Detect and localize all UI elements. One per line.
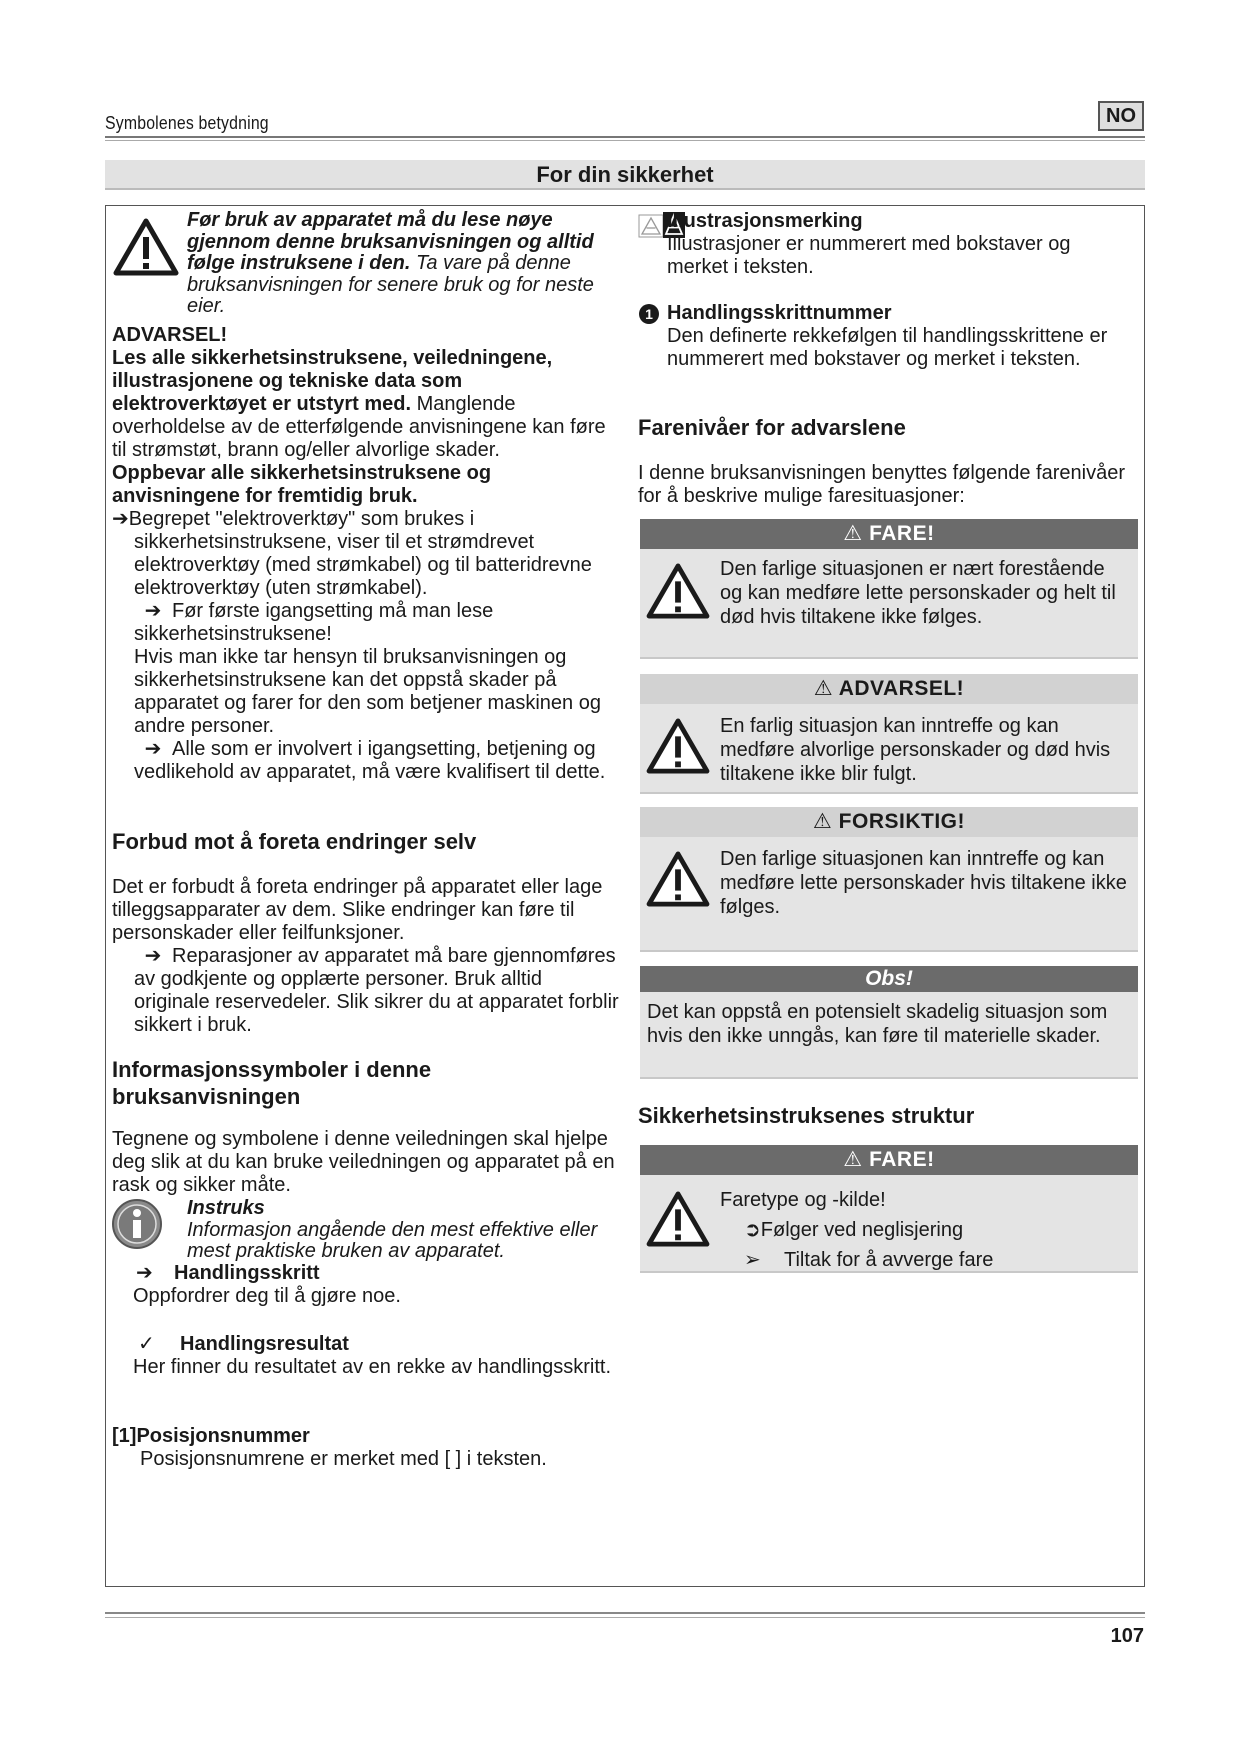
footer-rule-thin xyxy=(105,1617,1145,1618)
warning-small-icon: ⚠ xyxy=(843,1148,863,1171)
warning-small-icon: ⚠ xyxy=(813,810,833,833)
left-main-text xyxy=(112,324,622,784)
intro-bold: Før bruk av apparatet må du lese nøye gjennom denne bruksanvisningen og alltid følge instruksene i den. xyxy=(187,209,594,274)
step-number-icon xyxy=(638,303,660,325)
structure-lines xyxy=(720,1185,1130,1275)
handlingsnr-label: Handlingsskrittnummer xyxy=(667,302,892,324)
heading-forbud: Forbud mot å foreta endringer selv xyxy=(112,829,477,854)
header-rule xyxy=(105,136,1145,138)
consequence-paragraph: Hvis man ikke tar hensyn til bruksanvisningen og sikkerhetsinstruksene kan det oppstå skader på apparatet og farer for den som betjener maskinen og andre personer. xyxy=(134,646,601,737)
danger-box-header xyxy=(640,519,1138,549)
forbud-section xyxy=(112,876,622,1037)
bullet-qualified: Alle som er involvert i igangsetting, betjening og vedlikehold av apparatet, må være kvalifisert til dette. xyxy=(134,738,606,783)
header-rule-thin xyxy=(105,140,1145,141)
warning-triangle-icon xyxy=(646,718,710,774)
keep-instructions: Oppbevar alle sikkerhetsinstruksene og anvisningene for fremtidig bruk. xyxy=(112,462,492,507)
warning-box-header xyxy=(640,674,1138,704)
warning-box xyxy=(640,674,1138,794)
page-number: 107 xyxy=(1110,1625,1144,1647)
arrow-icon: ➔ xyxy=(136,1262,153,1284)
notice-text: Det kan oppstå en potensielt skadelig situasjon som hvis den ikke unngås, kan føre til materielle skader. xyxy=(647,1001,1108,1047)
arrow-icon: ➔ xyxy=(144,600,162,622)
warning-label: ADVARSEL! xyxy=(112,324,228,346)
caution-label: FORSIKTIG! xyxy=(838,810,965,833)
arrow-icon: ➔ xyxy=(144,945,162,967)
handlingsnr-text: Den definerte rekkefølgen til handlingsskrittene er nummerert med bokstaver og merket i teksten. xyxy=(667,325,1108,370)
handlingsnr-block xyxy=(667,302,1137,371)
heading-fareniva: Farenivåer for advarslene xyxy=(638,415,906,440)
handlingsresultat-label: Handlingsresultat xyxy=(180,1333,349,1355)
posisjon-label: [1]Posisjonsnummer xyxy=(112,1425,310,1447)
illustrasjon-block xyxy=(667,210,1137,279)
structure-box-header xyxy=(640,1145,1138,1175)
fareniva-text: I denne bruksanvisningen benyttes følgende farenivåer for å beskrive mulige faresituasjoner: xyxy=(638,462,1125,507)
handlingsskritt-label: Handlingsskritt xyxy=(174,1262,320,1284)
running-header: Symbolenes betydning xyxy=(105,113,269,133)
instruks-label: Instruks xyxy=(187,1197,265,1219)
arrow-icon: ➔ xyxy=(112,508,129,530)
measure-arrow-icon: ➢ xyxy=(744,1249,761,1271)
danger-text: Den farlige situasjonen er nært forestående og kan medføre lette personskader og helt til død hvis tiltakene ikke følges. xyxy=(720,558,1116,628)
caution-box xyxy=(640,807,1138,952)
structure-line-consequence: Følger ved neglisjering xyxy=(760,1219,964,1241)
warning-box-label: ADVARSEL! xyxy=(838,677,965,700)
caution-text: Den farlige situasjonen kan inntreffe og kan medføre lette personskader hvis tiltakene ikke følges. xyxy=(720,848,1127,918)
bullet-repairs: Reparasjoner av apparatet må bare gjennomføres av godkjente og opplærte personer. Bruk alltid originale reservedeler. Slik sikrer du at apparatet forblir sikkert i bruk. xyxy=(134,945,619,1036)
handlingsskritt-block xyxy=(133,1262,623,1308)
forbud-text: Det er forbudt å foreta endringer på apparatet eller lage tilleggsapparater av dem. Slike endringer kan føre til personskader eller feilfunksjoner. xyxy=(112,876,603,944)
illustrasjon-text: Illustrasjoner er nummerert med bokstaver og merket i teksten. xyxy=(667,233,1071,278)
page-title: For din sikkerhet xyxy=(105,160,1145,190)
intro-italic: Ta vare på denne bruksanvisningen for senere bruk og for neste eier. xyxy=(187,252,594,317)
arrow-icon: ➔ xyxy=(144,738,162,760)
instruks-block xyxy=(187,1198,607,1263)
warning-box-text: En farlig situasjon kan inntreffe og kan medføre alvorlige personskader og død hvis tiltakene ikke blir fulgt. xyxy=(720,715,1111,785)
notice-box xyxy=(640,966,1138,1079)
instruks-text: Informasjon angående den mest effektive eller mest praktiske bruken av apparatet. xyxy=(187,1218,598,1262)
posisjon-block xyxy=(112,1425,622,1471)
warning-triangle-icon xyxy=(646,563,710,619)
info-icon xyxy=(111,1198,163,1250)
notice-label: Obs! xyxy=(640,966,1138,992)
structure-line-measure: Tiltak for å avverge fare xyxy=(784,1249,994,1271)
warning-bold: Les alle sikkerhetsinstruksene, veiledningene, illustrasjonene og tekniske data som elektroverktøyet er utstyrt med. xyxy=(112,347,553,415)
intro-paragraph xyxy=(187,210,607,318)
warning-normal: Manglende overholdelse av de etterfølgende anvisningene kan føre til strømstøt, brann og/eller alvorlige skader. xyxy=(112,393,606,461)
illustration-letter-icon xyxy=(638,214,664,238)
posisjon-text: Posisjonsnumrene er merket med [ ] i teksten. xyxy=(140,1448,547,1470)
warning-triangle-icon xyxy=(646,1191,710,1247)
heading-struktur: Sikkerhetsinstruksenes struktur xyxy=(638,1103,975,1128)
bullet-definition: Begrepet "elektroverktøy" som brukes i sikkerhetsinstruksene, viser til et strømdrevet elektroverktøy (med strømkabel) og til batteridrevne elektroverktøy (uten strømkabel). xyxy=(128,508,592,599)
structure-example-box xyxy=(640,1145,1138,1273)
language-badge: NO xyxy=(1098,101,1144,131)
illustrasjon-label: Illustrasjonsmerking xyxy=(667,210,863,232)
handlingsresultat-block xyxy=(133,1333,623,1379)
warning-small-icon: ⚠ xyxy=(843,522,863,545)
danger-box xyxy=(640,519,1138,659)
warning-triangle-icon xyxy=(646,851,710,907)
danger-label: FARE! xyxy=(869,522,935,545)
handlingsskritt-text: Oppfordrer deg til å gjøre noe. xyxy=(133,1285,401,1307)
handlingsresultat-text: Her finner du resultatet av en rekke av handlingsskritt. xyxy=(133,1356,612,1378)
svg-text:1: 1 xyxy=(645,306,653,322)
heading-info-symbols: Informasjonssymboler i denne bruksanvisningen xyxy=(112,1057,432,1109)
structure-label: FARE! xyxy=(869,1148,935,1171)
footer-rule xyxy=(105,1612,1145,1614)
warning-small-icon: ⚠ xyxy=(813,677,834,700)
caution-box-header xyxy=(640,807,1138,837)
warning-triangle-icon xyxy=(113,218,179,276)
info-text: Tegnene og symbolene i denne veiledningen skal hjelpe deg slik at du kan bruke veiledningen og apparatet på en rask og sikker måte. xyxy=(112,1128,615,1196)
consequence-arrow-icon: ➲ xyxy=(744,1219,761,1241)
checkmark-icon: ✓ xyxy=(138,1333,155,1355)
structure-line-hazard: Faretype og -kilde! xyxy=(720,1189,886,1211)
bullet-read-first: Før første igangsetting må man lese sikkerhetsinstruksene! xyxy=(134,600,494,645)
